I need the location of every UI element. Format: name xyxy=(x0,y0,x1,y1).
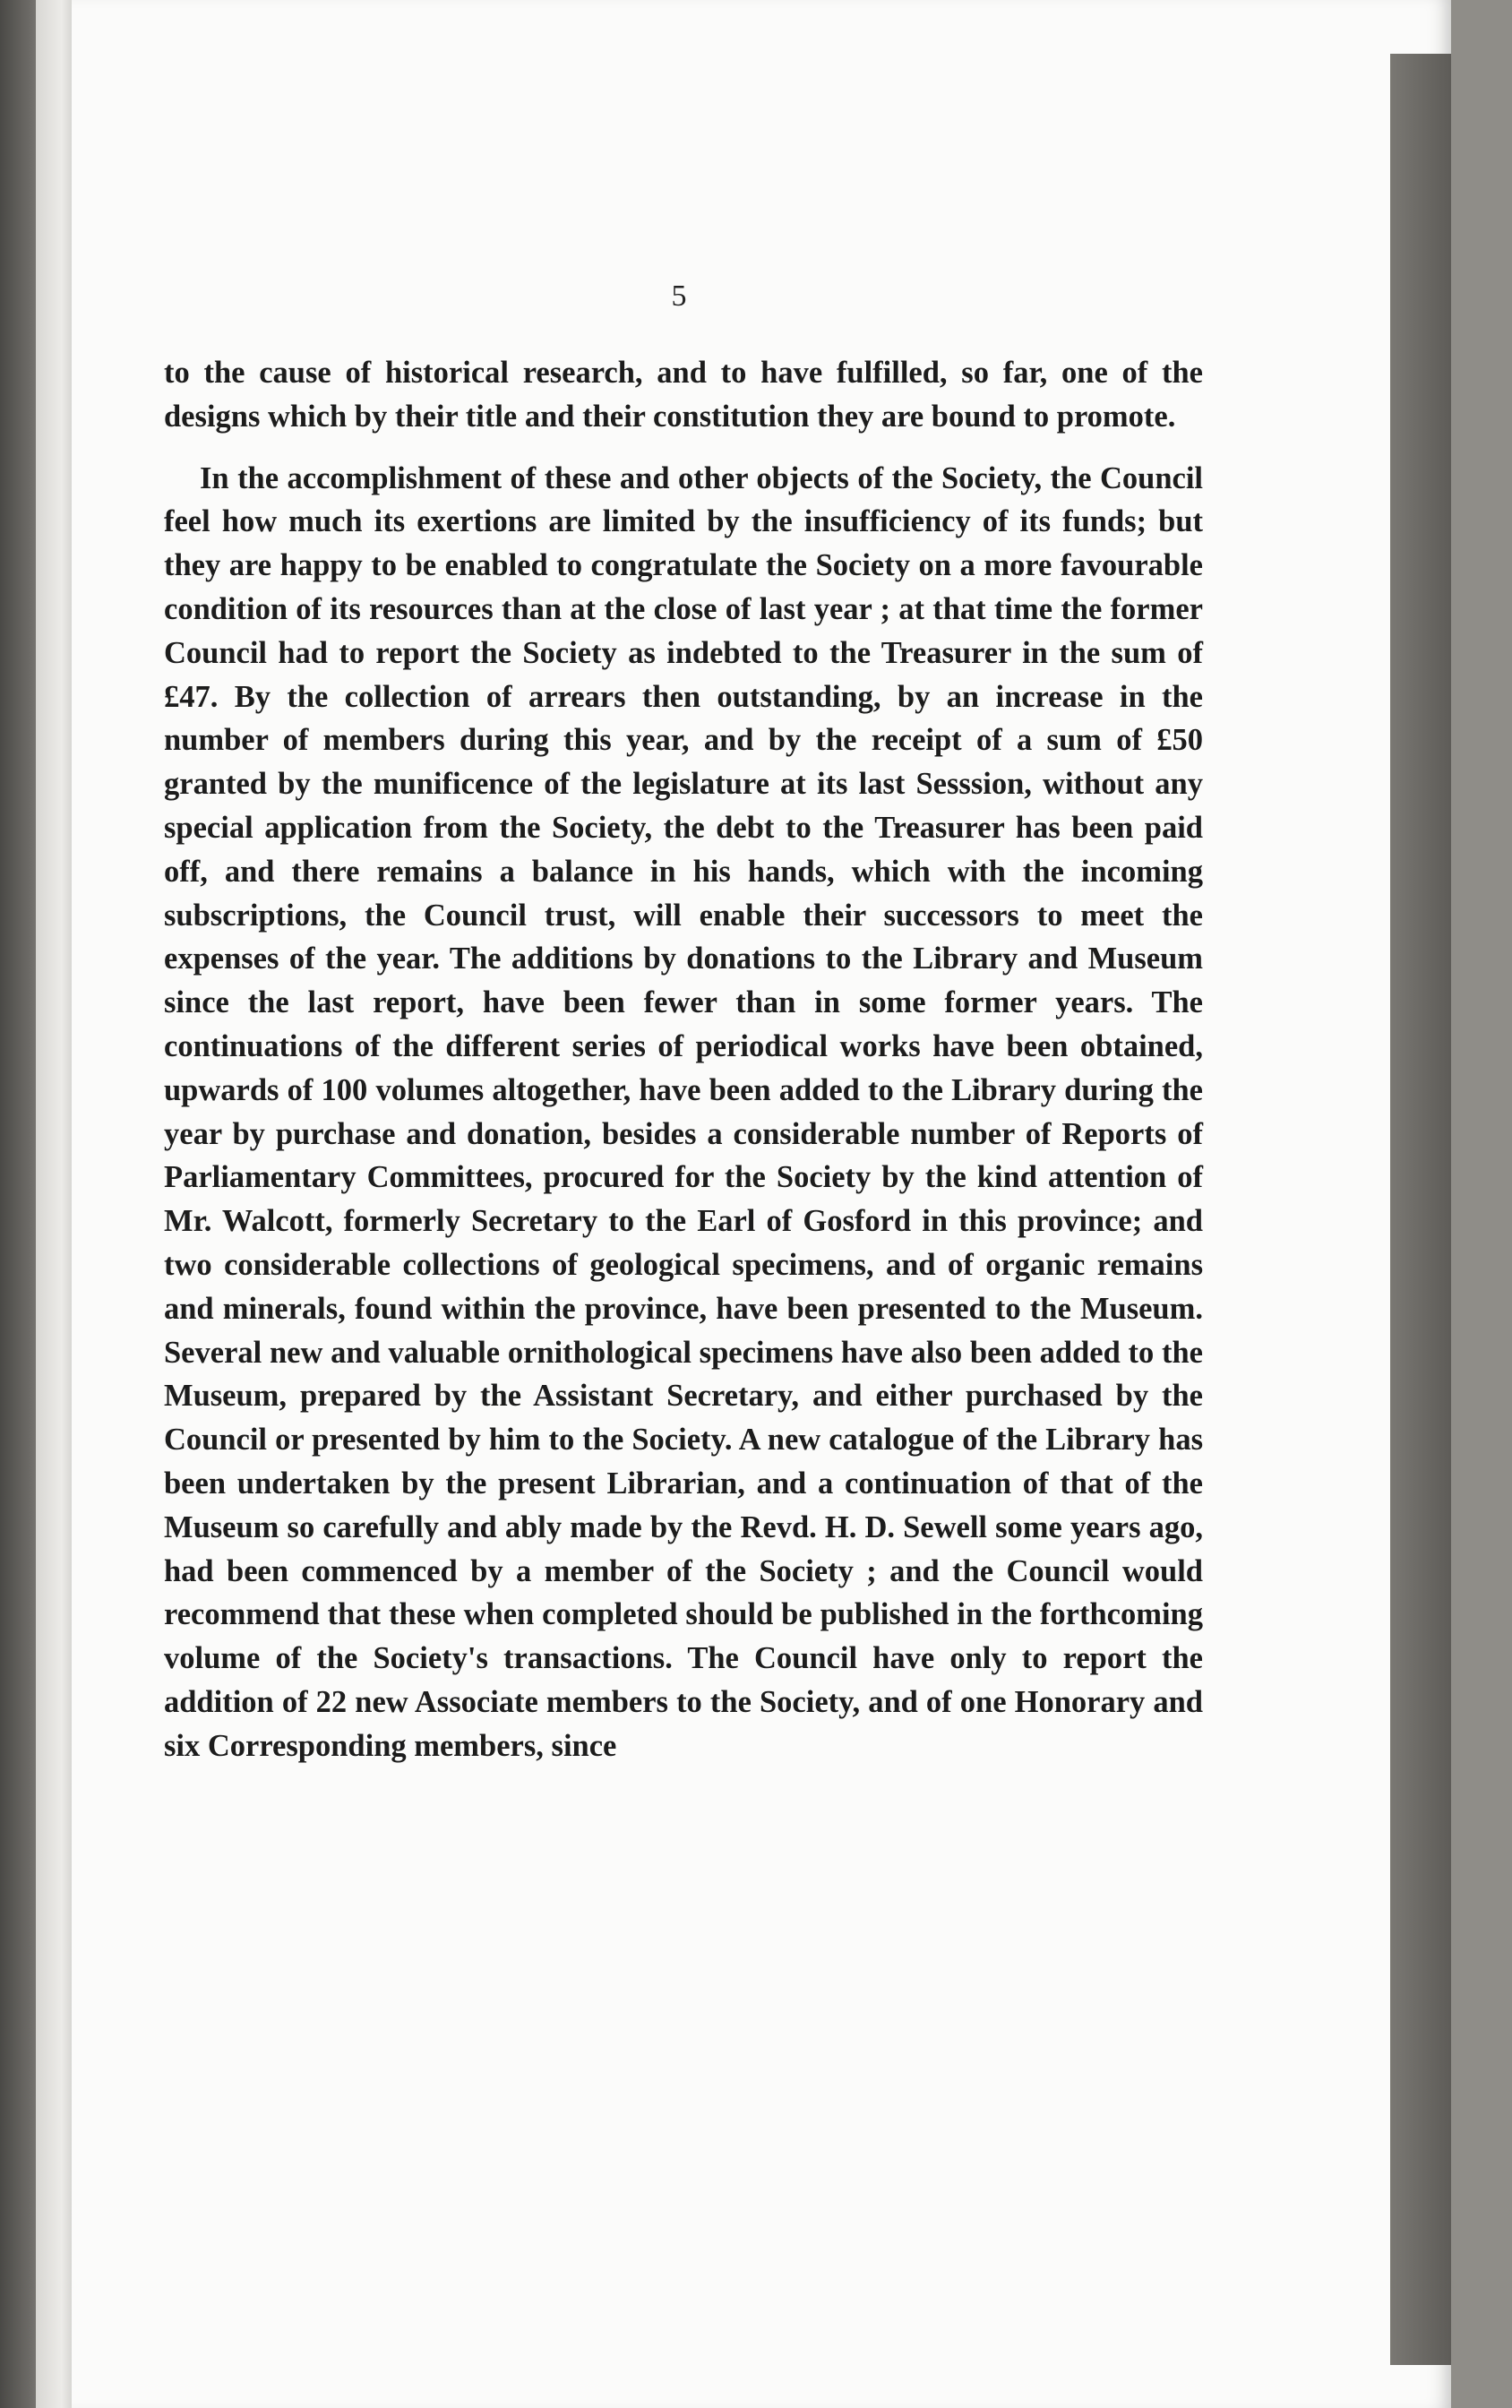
page-right-edge xyxy=(1390,54,1451,2365)
paragraph-1: to the cause of historical research, and to have fulfilled, so far, one of the designs which by their title and their constitution they are bound to promote. xyxy=(164,356,1203,434)
body-text xyxy=(164,351,1203,1768)
paragraph-2: In the accomplishment of these and other objects of the Society, the Council feel how much its exertions are limited by the insufficiency of its funds; but they are happy to be enabled to congratulate the Society on a more favourable condition of its resources than at the close of last year ; at that time the former Council had to report the Society as indebted to the Treasurer in the sum of £47. By the collection of arrears then outstanding, by an increase in the number of members during this year, and by the receipt of a sum of £50 granted by the munificence of the legislature at its last Sesssion, without any special application from the Society, the debt to the Treasurer has been paid off, and there remains a balance in his hands, which with the incoming subscriptions, the Council trust, will enable their successors to meet the expenses of the year. The additions by donations to the Library and Museum since the last report, have been fewer than in some former years. The continuations of the different series of periodical works have been obtained, upwards of 100 volumes altogether, have been added to the Library during the year by purchase and donation, besides a considerable number of Reports of Parliamentary Committees, procured for the Society by the kind attention of Mr. Walcott, formerly Secretary to the Earl of Gosford in this province; and two considerable collections of geological specimens, and of organic remains and minerals, found within the province, have been presented to the Museum. Several new and valuable ornithological specimens have also been added to the Museum, prepared by the Assistant Secretary, and either purchased by the Council or presented by him to the Society. A new catalogue of the Library has been undertaken by the present Librarian, and a continuation of that of the Museum so carefully and ably made by the Revd. H. D. Sewell some years ago, had been commenced by a member of the Society ; and the Council would recommend that these when completed should be published in the forthcoming volume of the Society's transactions. The Council have only to report the addition of 22 new Associate members to the Society, and of one Honorary and six Corresponding members, since xyxy=(164,460,1203,1763)
page-number: 5 xyxy=(671,280,687,313)
